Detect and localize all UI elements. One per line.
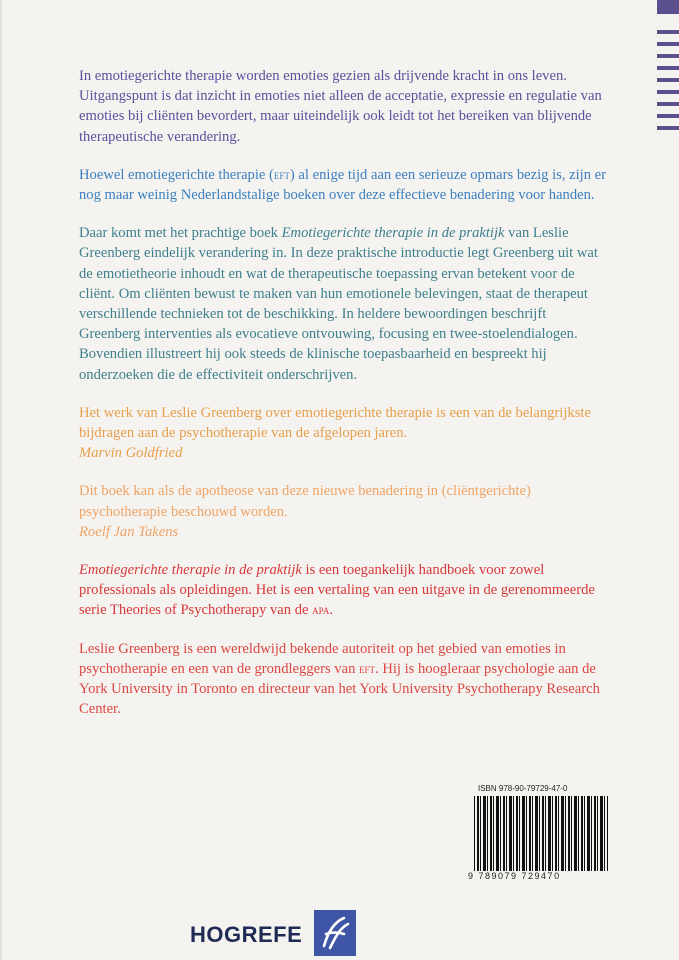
book-title: Emotiegerichte therapie in de praktijk [79, 562, 302, 579]
abbreviation-eft: eft [359, 661, 376, 676]
blurb-text [79, 66, 609, 737]
context-paragraph: Hoewel emotiegerichte therapie (eft) al enige tijd aan een serieuze opmars bezig is, zijn er nog maar weinig Nederlandstalige boeken over deze effectieve benadering voor handen. [79, 166, 606, 204]
book-title: Emotiegerichte therapie in de praktijk [281, 225, 505, 242]
publisher-logo [190, 910, 390, 958]
description-paragraph: Daar komt met het prachtige boek Emotiegerichte therapie in de praktijk van Leslie Greenberg eindelijk verandering in. In deze praktische introductie legt Greenberg uit wat de emotietheorie inhoudt en wat de therapeutische toepassing ervan betekent voor de cliënt. Om cliënten bewust te maken van hun emotionele belevingen, staat de therapeut verschillende technieken tot de beschikking. In heldere bewoordingen beschrijft Greenberg interventies als evocatieve ontvouwing, focusing en twee-stoelendialogen. Bovendien illustreert hij ook steeds de klinische toepasbaarheid en bespreekt hij onderzoeken die de effectiviteit onderschrijven. [79, 225, 598, 383]
hogrefe-emblem-icon [314, 910, 356, 956]
isbn-barcode [468, 784, 612, 884]
handbook-paragraph: Emotiegerichte therapie in de praktijk is een toegankelijk handboek voor zowel professionals als opleidingen. Het is een vertaling van een uitgave in de gerenommeerde serie Theories of Psychotherapy van de apa. [79, 562, 595, 619]
quote-author: Marvin Goldfried [79, 445, 183, 462]
review-quote-takens: Dit boek kan als de apotheose van deze nieuwe benadering in (cliëntgerichte) psychotherapie beschouwd worden. Roelf Jan Takens [79, 481, 609, 542]
abbreviation-eft: eft [273, 167, 290, 182]
decorative-side-stripes [657, 0, 679, 140]
quote-author: Roelf Jan Takens [79, 523, 179, 540]
barcode-digits: 9 789079 729470 [468, 871, 561, 881]
abbreviation-apa: apa [312, 603, 330, 618]
intro-paragraph: In emotiegerichte therapie worden emoties gezien als drijvende kracht in ons leven. Uitgangspunt is dat inzicht in emoties niet alleen de acceptatie, expressie en regulatie van emoties bij cliënten bevordert, maar uiteindelijk ook leidt tot het bereiken van blijvende therapeutische verandering. [79, 68, 602, 145]
barcode-bars [474, 796, 608, 871]
author-bio-paragraph: Leslie Greenberg is een wereldwijd bekende autoriteit op het gebied van emoties in psychotherapie en een van de grondleggers van eft. Hij is hoogleraar psychologie aan de York University in Toronto en directeur van het York University Psychotherapy Research Center. [79, 640, 600, 718]
publisher-name: HOGREFE [190, 922, 303, 947]
review-quote-goldfried: Het werk van Leslie Greenberg over emotiegerichte therapie is een van de belangrijkste bijdragen aan de psychotherapie van de afgelopen jaren. Marvin Goldfried [79, 403, 609, 464]
isbn-label: ISBN 978-90-79729-47-0 [478, 784, 568, 793]
